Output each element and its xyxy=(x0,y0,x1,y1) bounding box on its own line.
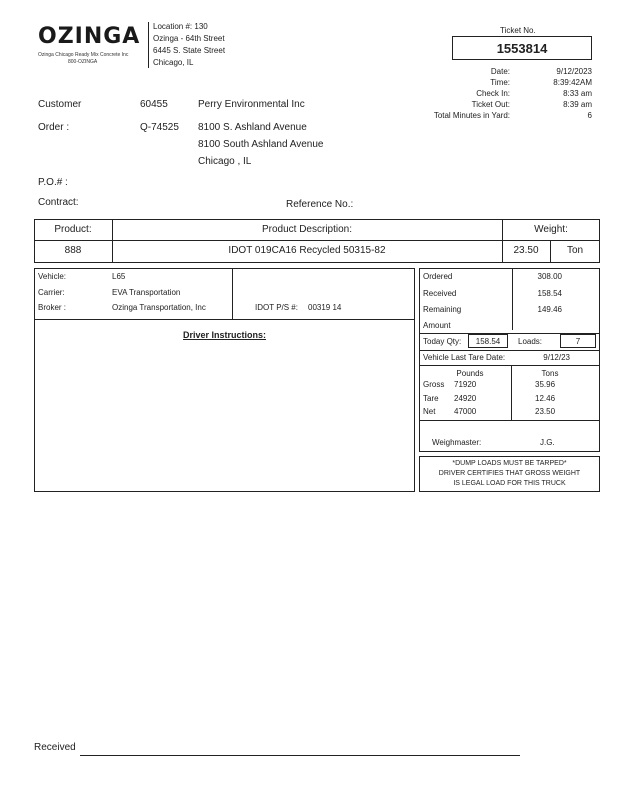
loads-label: Loads: xyxy=(518,337,543,346)
carrier-value: EVA Transportation xyxy=(112,288,181,297)
received-qty-value: 158.54 xyxy=(537,289,562,298)
order-id: Q-74525 xyxy=(140,122,179,133)
weighmaster-value: J.G. xyxy=(540,438,555,447)
customer-name: Perry Environmental Inc xyxy=(198,99,305,110)
product-header: Product: xyxy=(54,224,92,235)
gross-label: Gross xyxy=(423,380,445,389)
ticket-out-label: Ticket Out: xyxy=(471,100,510,109)
location-line-3: 6445 S. State Street xyxy=(153,46,226,55)
ordered-label: Ordered xyxy=(423,272,453,281)
warning-line-3: IS LEGAL LOAD FOR THIS TRUCK xyxy=(453,480,566,487)
ordered-value: 308.00 xyxy=(537,272,562,281)
tare-pounds: 24920 xyxy=(454,394,477,403)
company-phone: 800-OZINGA xyxy=(68,59,98,65)
company-tagline: Ozinga Chicago Ready Mix Concrete Inc xyxy=(38,52,129,58)
warning-box xyxy=(419,456,600,492)
reference-label: Reference No.: xyxy=(286,199,354,210)
location-line-1: Location #: 130 xyxy=(153,22,208,31)
customer-id: 60455 xyxy=(140,99,168,110)
product-unit: Ton xyxy=(566,245,584,256)
gross-pounds: 71920 xyxy=(454,380,477,389)
tons-header: Tons xyxy=(541,369,559,378)
vehicle-label: Vehicle: xyxy=(38,272,67,281)
time-value: 8:39:42AM xyxy=(553,78,592,87)
check-in-label: Check In: xyxy=(476,89,510,98)
driver-instructions-heading: Driver Instructions: xyxy=(182,330,267,340)
order-address-1: 8100 S. Ashland Avenue xyxy=(198,122,307,133)
order-address-2: 8100 South Ashland Avenue xyxy=(198,139,324,150)
gross-tons: 35.96 xyxy=(535,380,556,389)
today-qty-label: Today Qty: xyxy=(423,337,462,346)
product-description: IDOT 019CA16 Recycled 50315-82 xyxy=(228,245,386,256)
minutes-value: 6 xyxy=(587,111,592,120)
net-pounds: 47000 xyxy=(454,407,477,416)
time-label: Time: xyxy=(490,78,510,87)
location-line-2: Ozinga - 64th Street xyxy=(153,34,225,43)
idot-label: IDOT P/S #: xyxy=(255,303,298,312)
broker-value: Ozinga Transportation, Inc xyxy=(112,303,206,312)
product-weight: 23.50 xyxy=(513,245,539,256)
vehicle-box xyxy=(34,268,415,492)
remaining-label: Remaining xyxy=(423,305,462,314)
company-logo: OZINGA xyxy=(38,24,141,49)
amount-label: Amount xyxy=(423,321,451,330)
vehicle-value: L65 xyxy=(112,272,126,281)
date-value: 9/12/2023 xyxy=(556,67,592,76)
loads-value: 7 xyxy=(575,337,581,346)
contract-label: Contract: xyxy=(38,197,79,208)
weighmaster-label: Weighmaster: xyxy=(432,438,482,447)
tare-tons: 12.46 xyxy=(535,394,556,403)
tare-date-value: 9/12/23 xyxy=(543,353,570,362)
ticket-number: 1553814 xyxy=(496,41,548,56)
pounds-header: Pounds xyxy=(456,369,484,378)
po-label: P.O.# : xyxy=(38,177,68,188)
customer-label: Customer xyxy=(38,99,82,110)
ticket-box xyxy=(452,36,592,60)
today-qty-value: 158.54 xyxy=(475,337,501,346)
remaining-value: 149.46 xyxy=(537,305,562,314)
ticket-label: Ticket No. xyxy=(500,26,536,35)
net-label: Net xyxy=(423,407,436,416)
description-header: Product Description: xyxy=(261,224,353,235)
received-signature-label: Received xyxy=(34,742,76,753)
tare-date-label: Vehicle Last Tare Date: xyxy=(423,353,506,362)
product-code: 888 xyxy=(64,245,82,256)
check-in-value: 8:33 am xyxy=(563,89,592,98)
received-qty-label: Received xyxy=(423,289,457,298)
location-line-4: Chicago, IL xyxy=(153,58,194,67)
carrier-label: Carrier: xyxy=(38,288,65,297)
order-address-3: Chicago , IL xyxy=(198,156,252,167)
broker-label: Broker : xyxy=(38,303,67,312)
idot-value: 00319 14 xyxy=(308,303,342,312)
net-tons: 23.50 xyxy=(535,407,556,416)
minutes-label: Total Minutes in Yard: xyxy=(433,111,510,120)
weight-header: Weight: xyxy=(534,224,568,235)
warning-line-2: DRIVER CERTIFIES THAT GROSS WEIGHT xyxy=(438,470,581,477)
date-label: Date: xyxy=(490,67,510,76)
warning-line-1: *DUMP LOADS MUST BE TARPED* xyxy=(452,460,567,467)
order-label: Order : xyxy=(38,122,70,133)
tare-label: Tare xyxy=(423,394,439,403)
ticket-out-value: 8:39 am xyxy=(563,100,592,109)
